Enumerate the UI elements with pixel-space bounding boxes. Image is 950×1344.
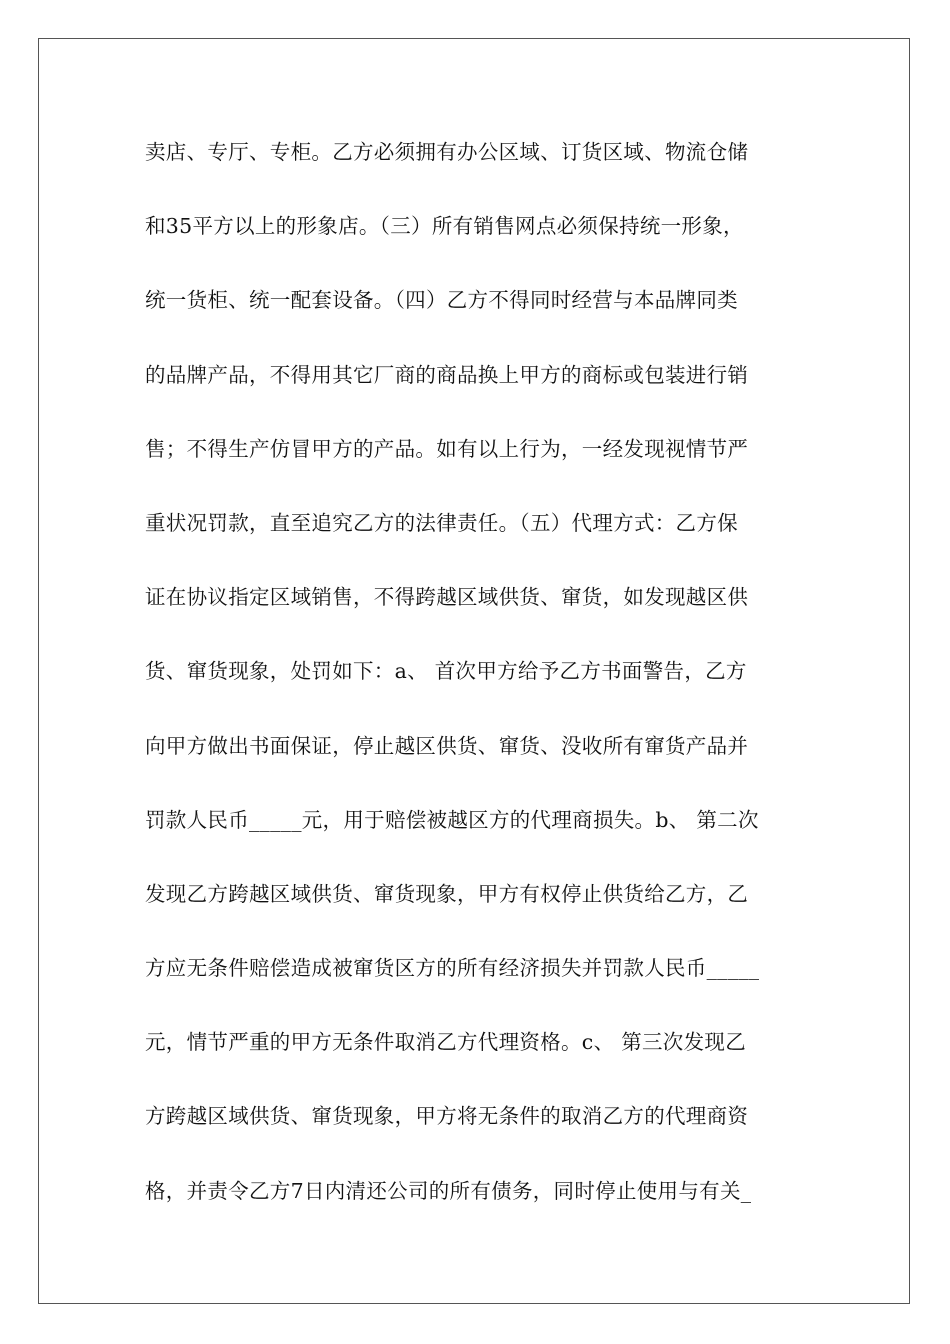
text-line: 卖店、专厅、专柜。乙方必须拥有办公区域、订货区域、物流仓储 (145, 140, 749, 164)
text-line: 证在协议指定区域销售，不得跨越区域供货、窜货，如发现越区供 (145, 585, 749, 610)
text-line: 和35平方以上的形象店。（三）所有销售网点必须保持统一形象， (145, 214, 744, 239)
text-line: 方应无条件赔偿造成被窜货区方的所有经济损失并罚款人民币_____ (145, 956, 760, 981)
text-line: 的品牌产品，不得用其它厂商的商品换上甲方的商标或包装进行销 (145, 362, 749, 387)
text-line: 方跨越区域供货、窜货现象，甲方将无条件的取消乙方的代理商资 (145, 1104, 749, 1129)
document-body (145, 132, 815, 1245)
text-line: 发现乙方跨越区域供货、窜货现象，甲方有权停止供货给乙方，乙 (145, 881, 749, 906)
text-line: 向甲方做出书面保证，停止越区供货、窜货、没收所有窜货产品并 (145, 733, 749, 758)
text-line: 货、窜货现象，处罚如下：a、 首次甲方给予乙方书面警告，乙方 (145, 659, 747, 684)
text-line: 格，并责令乙方7日内清还公司的所有债务，同时停止使用与有关_ (145, 1178, 752, 1203)
text-line: 罚款人民币_____元，用于赔偿被越区方的代理商损失。b、 第二次 (145, 807, 759, 832)
text-line: 统一货柜、统一配套设备。（四）乙方不得同时经营与本品牌同类 (145, 288, 738, 313)
text-line: 元，情节严重的甲方无条件取消乙方代理资格。c、 第三次发现乙 (145, 1030, 746, 1055)
text-line: 售；不得生产仿冒甲方的产品。如有以上行为，一经发现视情节严 (145, 436, 749, 461)
text-line: 重状况罚款，直至追究乙方的法律责任。（五）代理方式：乙方保 (145, 510, 738, 535)
